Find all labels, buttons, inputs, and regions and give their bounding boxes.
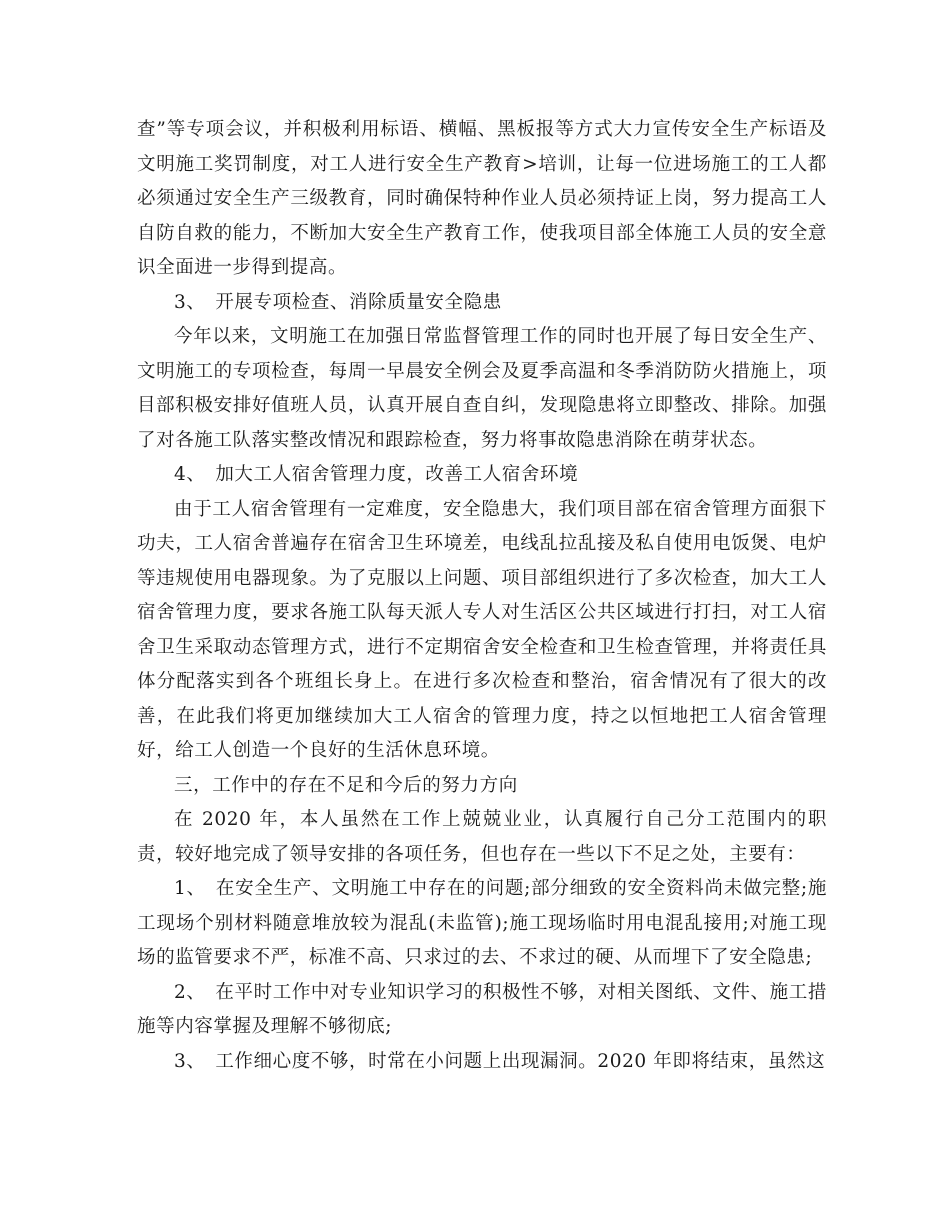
section-heading-3: 3、 开展专项检查、消除质量安全隐患 — [174, 291, 502, 313]
document-body — [137, 113, 827, 1079]
list-item-1: 1、 在安全生产、文明施工中存在的问题;部分细致的安全资料尚未做完整;施工现场个别材料随意堆放较为混乱(未监管);施工现场临时用电混乱接用;对施工现场的监管要求不严，标准不高、只求过的去、不求过的硬、从而埋下了安全隐患; — [137, 878, 827, 968]
chapter-heading-3: 三，工作中的存在不足和今后的努力方向 — [174, 774, 518, 796]
section-heading-4: 4、 加大工人宿舍管理力度，改善工人宿舍环境 — [174, 464, 579, 485]
paragraph: 在 2020 年，本人虽然在工作上兢兢业业，认真履行自己分工范围内的职责，较好地完成了领导安排的各项任务，但也存在一些以下不足之处，主要有： — [137, 809, 827, 865]
list-item-3: 3、 工作细心度不够，时常在小问题上出现漏洞。2020 年即将结束，虽然这 — [174, 1050, 826, 1072]
list-item-2: 2、 在平时工作中对专业知识学习的积极性不够，对相关图纸、文件、施工措施等内容掌握及理解不够彻底; — [137, 981, 827, 1037]
paragraph-continuation: 查”等专项会议，并积极利用标语、横幅、黑板报等方式大力宣传安全生产标语及文明施工奖罚制度，对工人进行安全生产教育>培训，让每一位进场施工的工人都必须通过安全生产三级教育，同时确保特种作业人员必须持证上岗，努力提高工人自防自救的能力，不断加大安全生产教育工作，使我项目部全体施工人员的安全意识全面进一步得到提高。 — [137, 119, 827, 278]
paragraph: 由于工人宿舍管理有一定难度，安全隐患大，我们项目部在宿舍管理方面狠下功夫，工人宿舍普遍存在宿舍卫生环境差，电线乱拉乱接及私自使用电饭煲、电炉等违规使用电器现象。为了克服以上问题、项目部组织进行了多次检查，加大工人宿舍管理力度，要求各施工队每天派人专人对生活区公共区域进行打扫，对工人宿舍卫生采取动态管理方式，进行不定期宿舍安全检查和卫生检查管理，并将责任具体分配落实到各个班组长身上。在进行多次检查和整治，宿舍情况有了很大的改善，在此我们将更加继续加大工人宿舍的管理力度，持之以恒地把工人宿舍管理好，给工人创造一个良好的生活休息环境。 — [137, 498, 827, 761]
paragraph: 今年以来，文明施工在加强日常监督管理工作的同时也开展了每日安全生产、文明施工的专项检查，每周一早晨安全例会及夏季高温和冬季消防防火措施上，项目部积极安排好值班人员，认真开展自查自纠，发现隐患将立即整改、排除。加强了对各施工队落实整改情况和跟踪检查，努力将事故隐患消除在萌芽状态。 — [137, 326, 827, 451]
